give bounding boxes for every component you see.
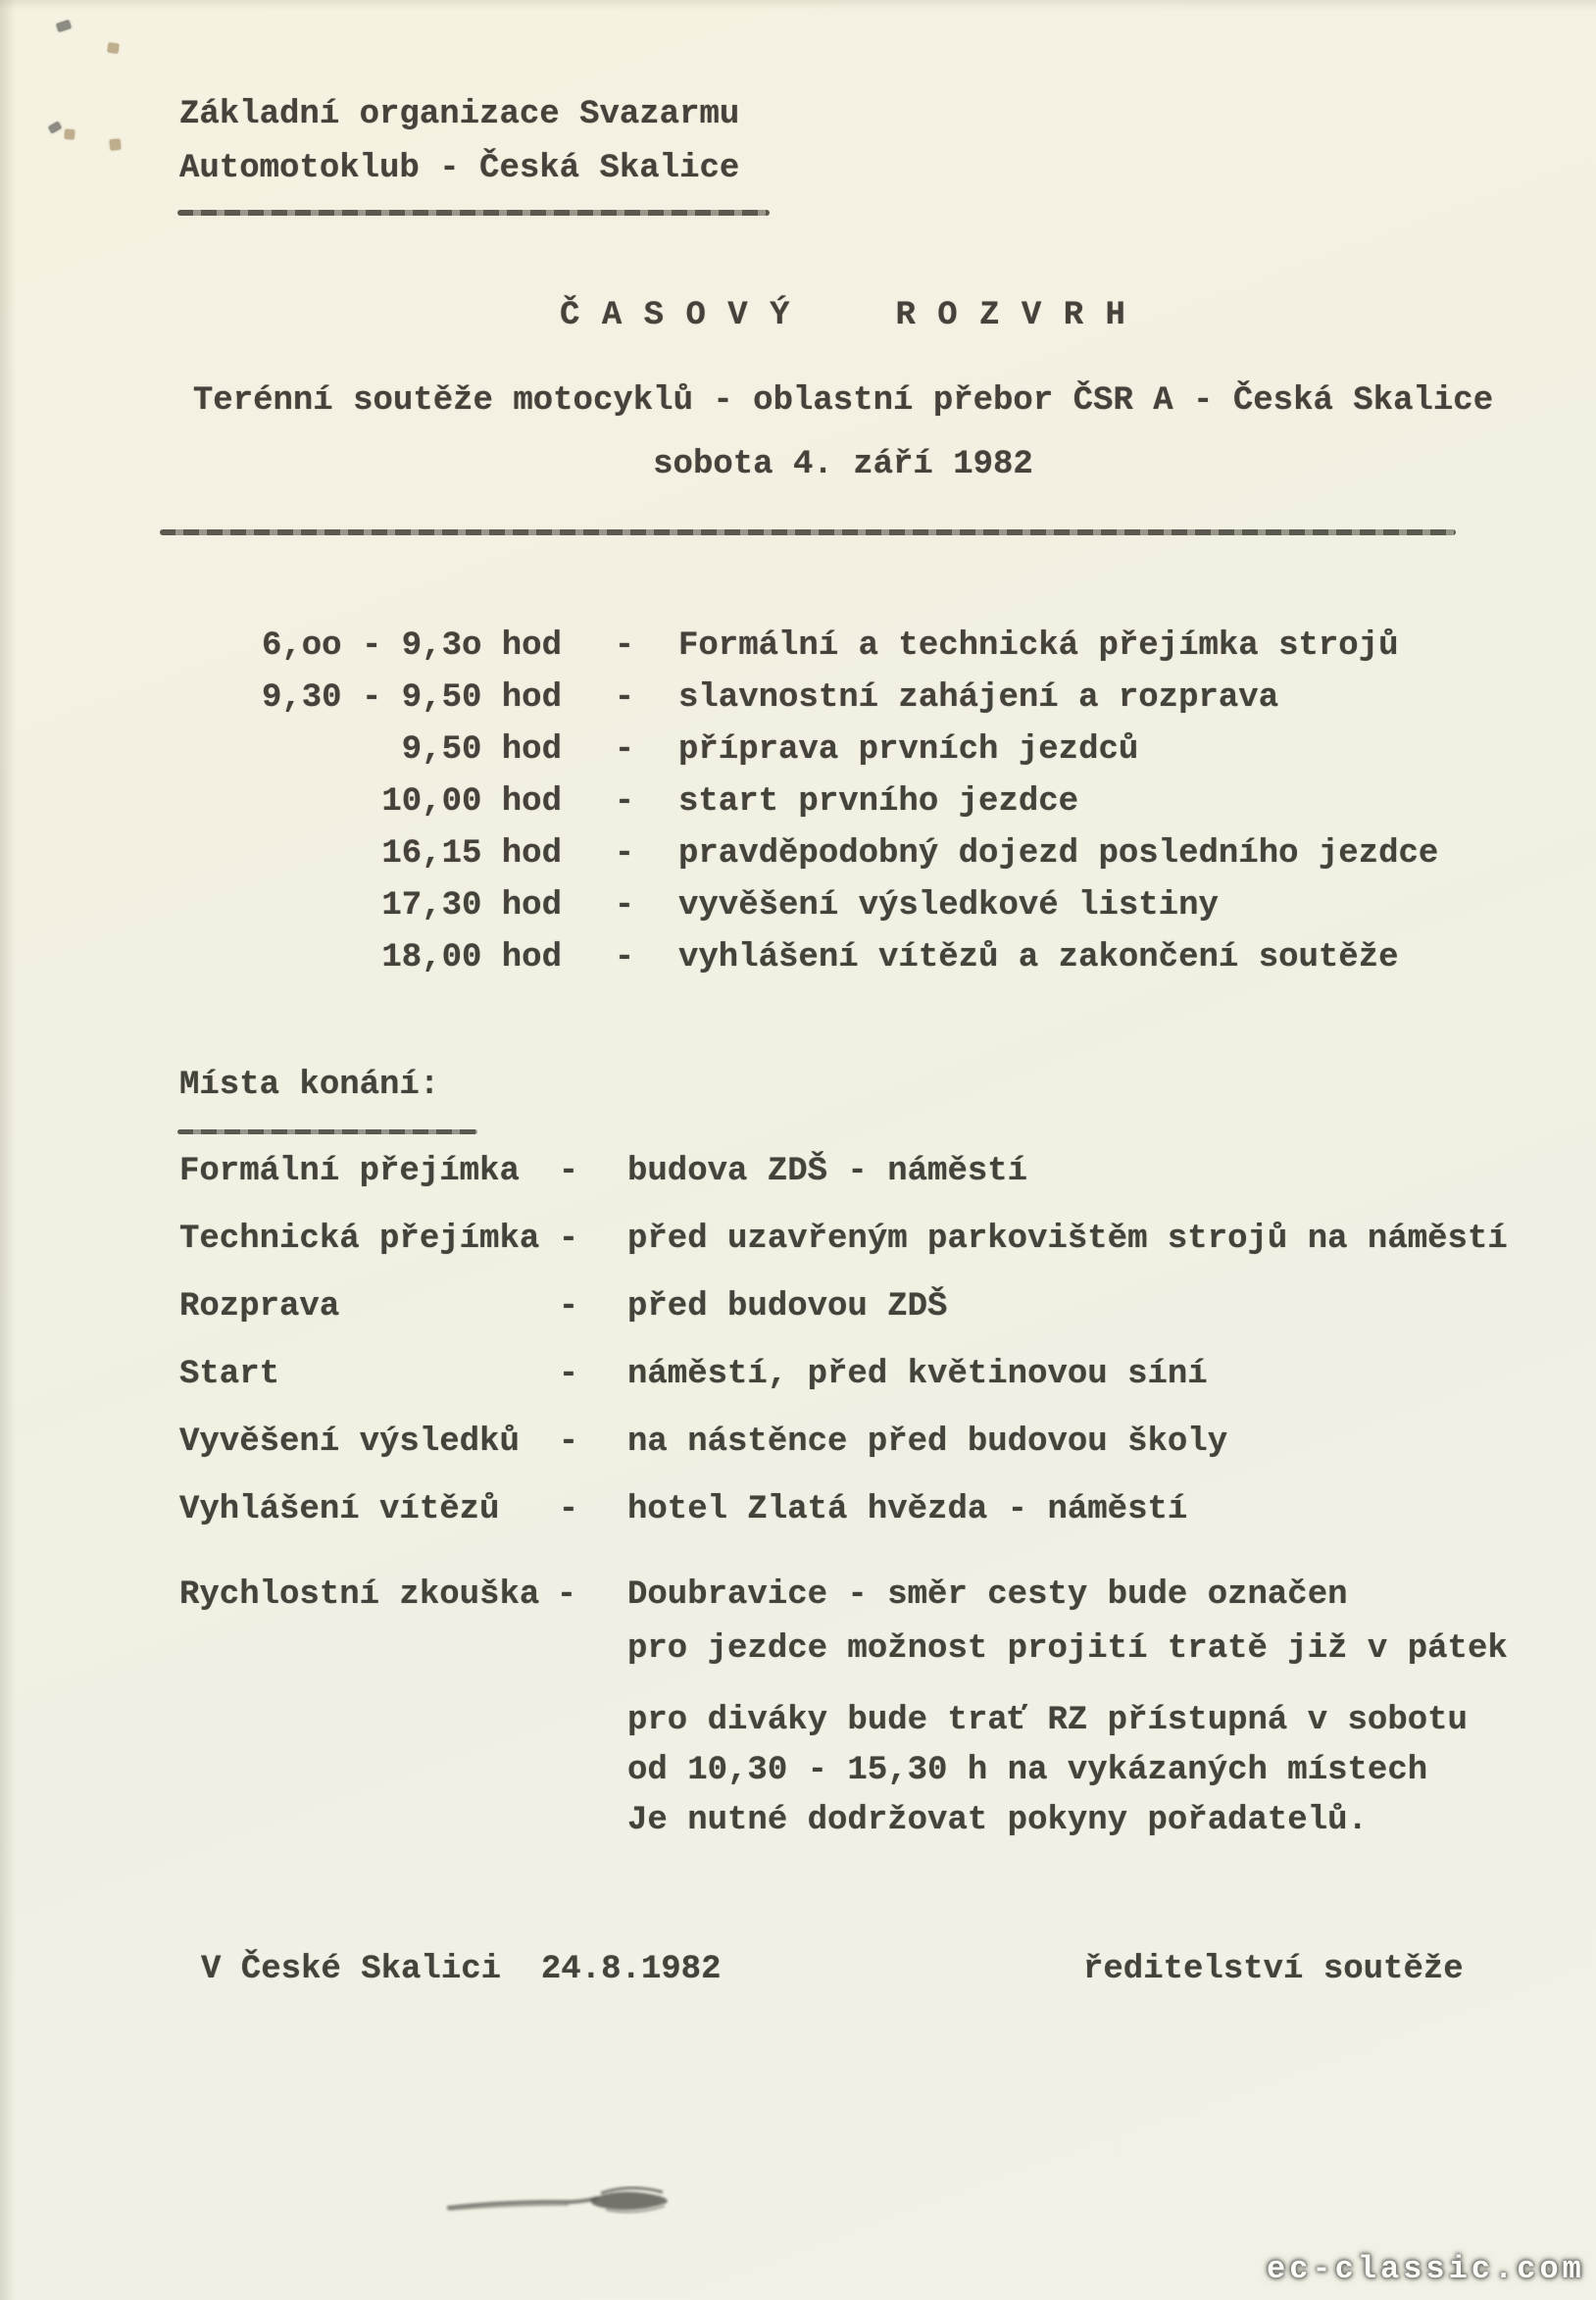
schedule-time: 6,oo - 9,3o hod <box>261 627 562 665</box>
scan-edge-shading <box>0 0 16 2300</box>
schedule-event: Formální a technická přejímka strojů <box>678 627 1399 665</box>
speed-test-line2: pro jezdce možnost projití tratě již v pátek <box>627 1630 1508 1668</box>
ink-speck <box>56 20 72 32</box>
schedule-event: start prvního jezdce <box>678 783 1079 821</box>
dash-separator: - <box>614 939 635 976</box>
place-label: Start <box>179 1356 280 1393</box>
footer-place-date: V České Skalici 24.8.1982 <box>201 1951 722 1988</box>
dash-separator: - <box>556 1576 577 1614</box>
schedule-time: 16,15 hod <box>381 835 562 873</box>
dash-separator: - <box>558 1491 579 1528</box>
places-heading: Místa konání: <box>179 1067 440 1104</box>
org-name-line1: Základní organizace Svazarmu <box>179 96 740 133</box>
schedule-time: 18,00 hod <box>381 939 562 976</box>
schedule-time: 10,00 hod <box>381 783 562 821</box>
dash-separator: - <box>558 1221 579 1258</box>
speed-test-line1: Doubravice - směr cesty bude označen <box>627 1576 1348 1614</box>
schedule-event: vyvěšení výsledkové listiny <box>678 887 1219 925</box>
place-label: Formální přejímka <box>179 1153 520 1190</box>
place-value: budova ZDŠ - náměstí <box>627 1153 1028 1190</box>
place-label: Vyvěšení výsledků <box>179 1424 520 1461</box>
place-label: Vyhlášení vítězů <box>179 1491 500 1528</box>
dash-separator: - <box>614 731 635 769</box>
place-label: Technická přejímka <box>179 1221 540 1258</box>
dash-separator: - <box>614 627 635 665</box>
ink-speck <box>48 122 62 134</box>
dash-separator: - <box>614 679 635 717</box>
place-label: Rozprava <box>179 1288 340 1325</box>
watermark-text: ec-classic.com <box>1267 2251 1585 2287</box>
pencil-smudge <box>439 2169 714 2237</box>
dash-separator: - <box>558 1424 579 1461</box>
schedule-event: slavnostní zahájení a rozprava <box>678 679 1279 717</box>
header-rule <box>177 210 770 216</box>
dash-separator: - <box>558 1356 579 1393</box>
event-date: sobota 4. září 1982 <box>653 446 1033 483</box>
dash-separator: - <box>614 887 635 925</box>
scan-edge-shading-top <box>0 0 1596 10</box>
dash-separator: - <box>558 1288 579 1325</box>
dash-separator: - <box>614 783 635 821</box>
speed-test-label: Rychlostní zkouška <box>179 1576 540 1614</box>
schedule-event: vyhlášení vítězů a zakončení soutěže <box>678 939 1399 976</box>
paper-speck <box>65 129 75 140</box>
schedule-time: 17,30 hod <box>381 887 562 925</box>
speed-test-line5: Je nutné dodržovat pokyny pořadatelů. <box>627 1802 1368 1839</box>
places-heading-underline <box>177 1129 477 1134</box>
dash-separator: - <box>558 1153 579 1190</box>
footer-signature: ředitelství soutěže <box>1083 1951 1464 1988</box>
schedule-time: 9,30 - 9,50 hod <box>261 679 562 717</box>
document-subtitle: Terénní soutěže motocyklů - oblastní přebor ČSR A - Česká Skalice <box>192 382 1494 420</box>
schedule-event: pravděpodobný dojezd posledního jezdce <box>678 835 1439 873</box>
place-value: na nástěnce před budovou školy <box>627 1424 1228 1461</box>
paper-speck <box>109 138 121 150</box>
place-value: před budovou ZDŠ <box>627 1288 948 1325</box>
title-rule <box>160 529 1456 535</box>
org-name-line2: Automotoklub - Česká Skalice <box>179 150 740 187</box>
document-title: Č A S O V Ý R O Z V R H <box>560 297 1126 334</box>
schedule-time: 9,50 hod <box>401 731 562 769</box>
place-value: před uzavřeným parkovištěm strojů na náměstí <box>627 1221 1508 1258</box>
dash-separator: - <box>614 835 635 873</box>
place-value: náměstí, před květinovou síní <box>627 1356 1208 1393</box>
paper-speck <box>107 42 119 53</box>
speed-test-line4: od 10,30 - 15,30 h na vykázaných místech <box>627 1752 1428 1789</box>
speed-test-line3: pro diváky bude trať RZ přístupná v sobotu <box>627 1702 1468 1739</box>
schedule-event: příprava prvních jezdců <box>678 731 1139 769</box>
place-value: hotel Zlatá hvězda - náměstí <box>627 1491 1188 1528</box>
